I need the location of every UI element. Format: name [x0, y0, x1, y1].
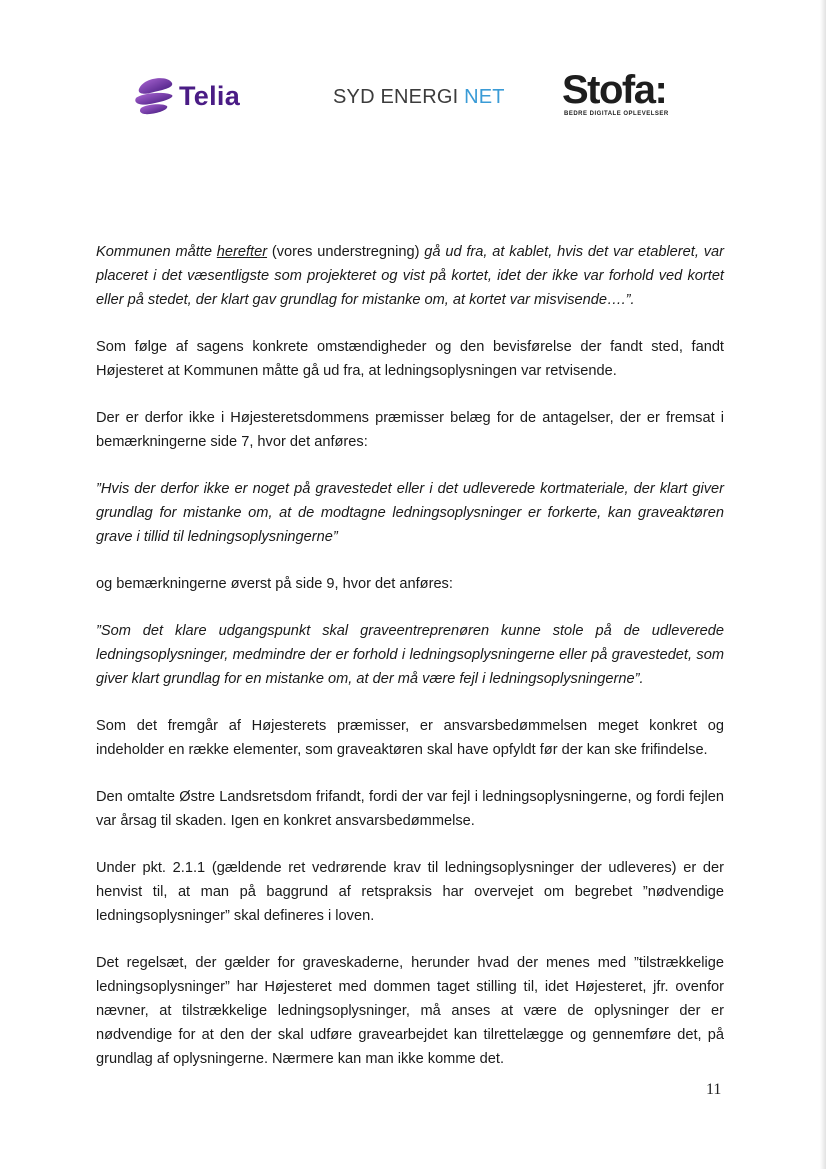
paragraph: og bemærkningerne øverst på side 9, hvor det anføres: — [96, 576, 453, 592]
paragraph-quote: ”Som det klare udgangspunkt skal graveentreprenøren kunne stole på de udleverede ledningsoplysninger, medmindre der er forhold i ledningsoplysningerne eller på gravestedet, som giver klart grundlag for en mistanke om, at der må være fejl i ledningsoplysningerne”. — [96, 623, 724, 687]
syd-energi-wordmark: SYD ENERGI — [333, 86, 459, 108]
syd-energi-net-logo — [333, 86, 505, 109]
document-body — [96, 240, 724, 1094]
net-wordmark: NET — [464, 86, 505, 108]
paragraph: Det regelsæt, der gælder for graveskaderne, herunder hvad der menes med ”tilstrækkelige ledningsoplysninger” har Højesteret med dommen taget stilling til, idet Højesteret, jfr. ovenfor nævner, at tilstrækkelige ledningsoplysninger, må anses at være de oplysninger der er nødvendige for at den der skal udføre gravearbejdet kan tilrettelægge og gennemføre det, på grundlag af oplysningerne. Nærmere kan man ikke komme det. — [96, 955, 724, 1067]
telia-wordmark: Telia — [179, 80, 241, 111]
page-edge-shadow — [820, 0, 826, 1169]
quote-segment: gå ud fra, at kablet, hvis det var etableret, var placeret i det væsentligste som projekteret og vist på kortet, idet der ikke var forhold ved kortet eller på stedet, der klart gav grundlag for mistanke om, at kortet var misvisende….”. — [96, 244, 724, 308]
quote-aside: (vores understregning) — [267, 244, 425, 260]
paragraph: Som følge af sagens konkrete omstændigheder og den bevisførelse der fandt sted, fandt Højesteret at Kommunen måtte gå ud fra, at ledningsoplysningen var retvisende. — [96, 339, 724, 379]
paragraph: Den omtalte Østre Landsretsdom frifandt, fordi der var fejl i ledningsoplysningerne, og fordi fejlen var årsag til skaden. Igen en konkret ansvarsbedømmelse. — [96, 789, 724, 829]
stofa-wordmark: Stofa: — [562, 68, 667, 112]
paragraph-quote-kommunen — [96, 240, 724, 312]
paragraph: Som det fremgår af Højesterets præmisser, er ansvarsbedømmelsen meget konkret og indeholder en række elementer, som graveaktøren skal have opfyldt før der kan ske frifindelse. — [96, 718, 724, 758]
page-number: 11 — [706, 1081, 722, 1098]
underlined-word: herefter — [216, 244, 268, 260]
telia-pebble-icon — [132, 75, 176, 117]
header-logos — [0, 70, 826, 130]
telia-logo — [132, 75, 240, 117]
stofa-logo — [562, 70, 669, 117]
quote-segment: Kommunen måtte — [96, 244, 217, 260]
stofa-tagline: BEDRE DIGITALE OPLEVELSER — [564, 111, 669, 117]
paragraph-quote: ”Hvis der derfor ikke er noget på gravestedet eller i det udleverede kortmateriale, der klart giver grundlag for mistanke om, at de modtagne ledningsoplysninger er forkerte, kan graveaktøren grave i tillid til ledningsoplysningerne” — [96, 481, 724, 545]
paragraph: Der er derfor ikke i Højesteretsdommens præmisser belæg for de antagelser, der er fremsat i bemærkningerne side 7, hvor det anføres: — [96, 410, 724, 450]
paragraph: Under pkt. 2.1.1 (gældende ret vedrørende krav til ledningsoplysninger der udleveres) er der henvist til, at man på baggrund af retspraksis har overvejet om begrebet ”nødvendige ledningsoplysninger” skal defineres i loven. — [96, 860, 724, 924]
